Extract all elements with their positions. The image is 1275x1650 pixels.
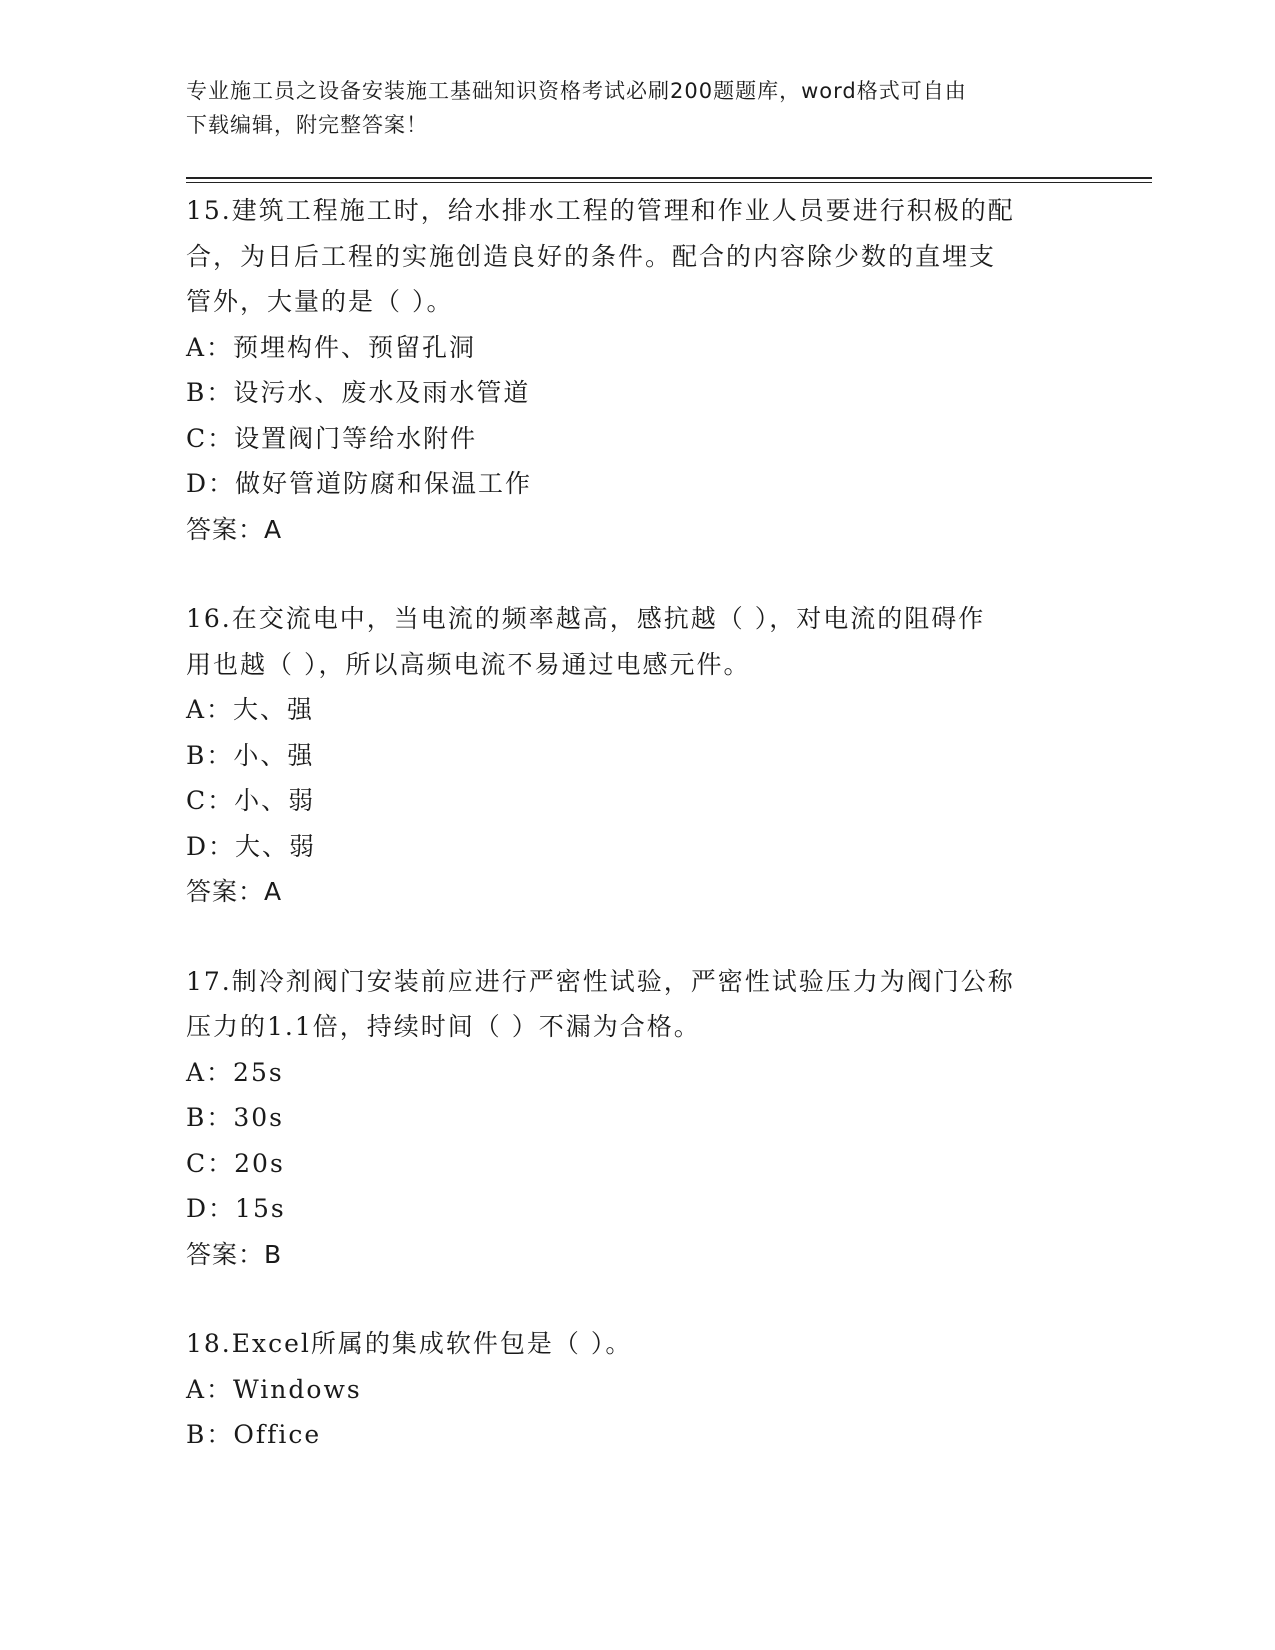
question-list xyxy=(186,188,1086,1458)
option-b: B：设污水、废水及雨水管道 xyxy=(186,378,531,407)
option-a: A：25s xyxy=(186,1057,284,1087)
option-b: B：小、强 xyxy=(186,740,315,770)
option-a: A：Windows xyxy=(186,1374,362,1404)
option-d: D：大、弱 xyxy=(186,831,317,861)
option-c: C：设置阀门等给水附件 xyxy=(186,423,478,453)
question-stem-line: 压力的1.1倍，持续时间（ ）不漏为合格。 xyxy=(186,1012,701,1041)
question-15 xyxy=(186,188,1086,552)
option-a: A：预埋构件、预留孔洞 xyxy=(186,332,477,362)
question-stem-line: 17.制冷剂阀门安装前应进行严密性试验，严密性试验压力为阀门公称 xyxy=(186,966,1015,996)
option-a: A：大、强 xyxy=(186,695,315,724)
option-b: B：30s xyxy=(186,1103,285,1132)
header-line-2: 下载编辑，附完整答案！ xyxy=(186,113,428,137)
question-spacer xyxy=(186,552,1086,596)
header-divider-thin xyxy=(186,182,1152,183)
option-d: D：15s xyxy=(186,1194,286,1223)
header-divider-thick xyxy=(186,177,1152,179)
question-stem-line: 管外，大量的是（ ）。 xyxy=(186,287,454,316)
answer-line: 答案：A xyxy=(186,514,283,544)
question-stem-line: 18.Excel所属的集成软件包是（ ）。 xyxy=(186,1329,633,1358)
document-header xyxy=(186,74,1066,142)
question-stem-line: 合，为日后工程的实施创造良好的条件。配合的内容除少数的直埋支 xyxy=(186,241,997,271)
option-b: B：Office xyxy=(186,1420,322,1449)
question-16 xyxy=(186,596,1086,915)
option-c: C：20s xyxy=(186,1148,285,1178)
option-c: C：小、弱 xyxy=(186,786,316,815)
question-spacer xyxy=(186,1277,1086,1321)
question-18 xyxy=(186,1321,1086,1458)
option-d: D：做好管道防腐和保温工作 xyxy=(186,469,533,498)
answer-line: 答案：A xyxy=(186,877,283,906)
question-stem-line: 15.建筑工程施工时，给水排水工程的管理和作业人员要进行积极的配 xyxy=(186,196,1015,225)
answer-line: 答案：B xyxy=(186,1239,283,1269)
question-stem-line: 16.在交流电中，当电流的频率越高，感抗越（ ），对电流的阻碍作 xyxy=(186,604,986,633)
question-stem-line: 用也越（ ），所以高频电流不易通过电感元件。 xyxy=(186,649,751,679)
question-17 xyxy=(186,959,1086,1278)
header-line-1: 专业施工员之设备安装施工基础知识资格考试必刷200题题库，word格式可自由 xyxy=(186,79,967,103)
question-spacer xyxy=(186,915,1086,959)
